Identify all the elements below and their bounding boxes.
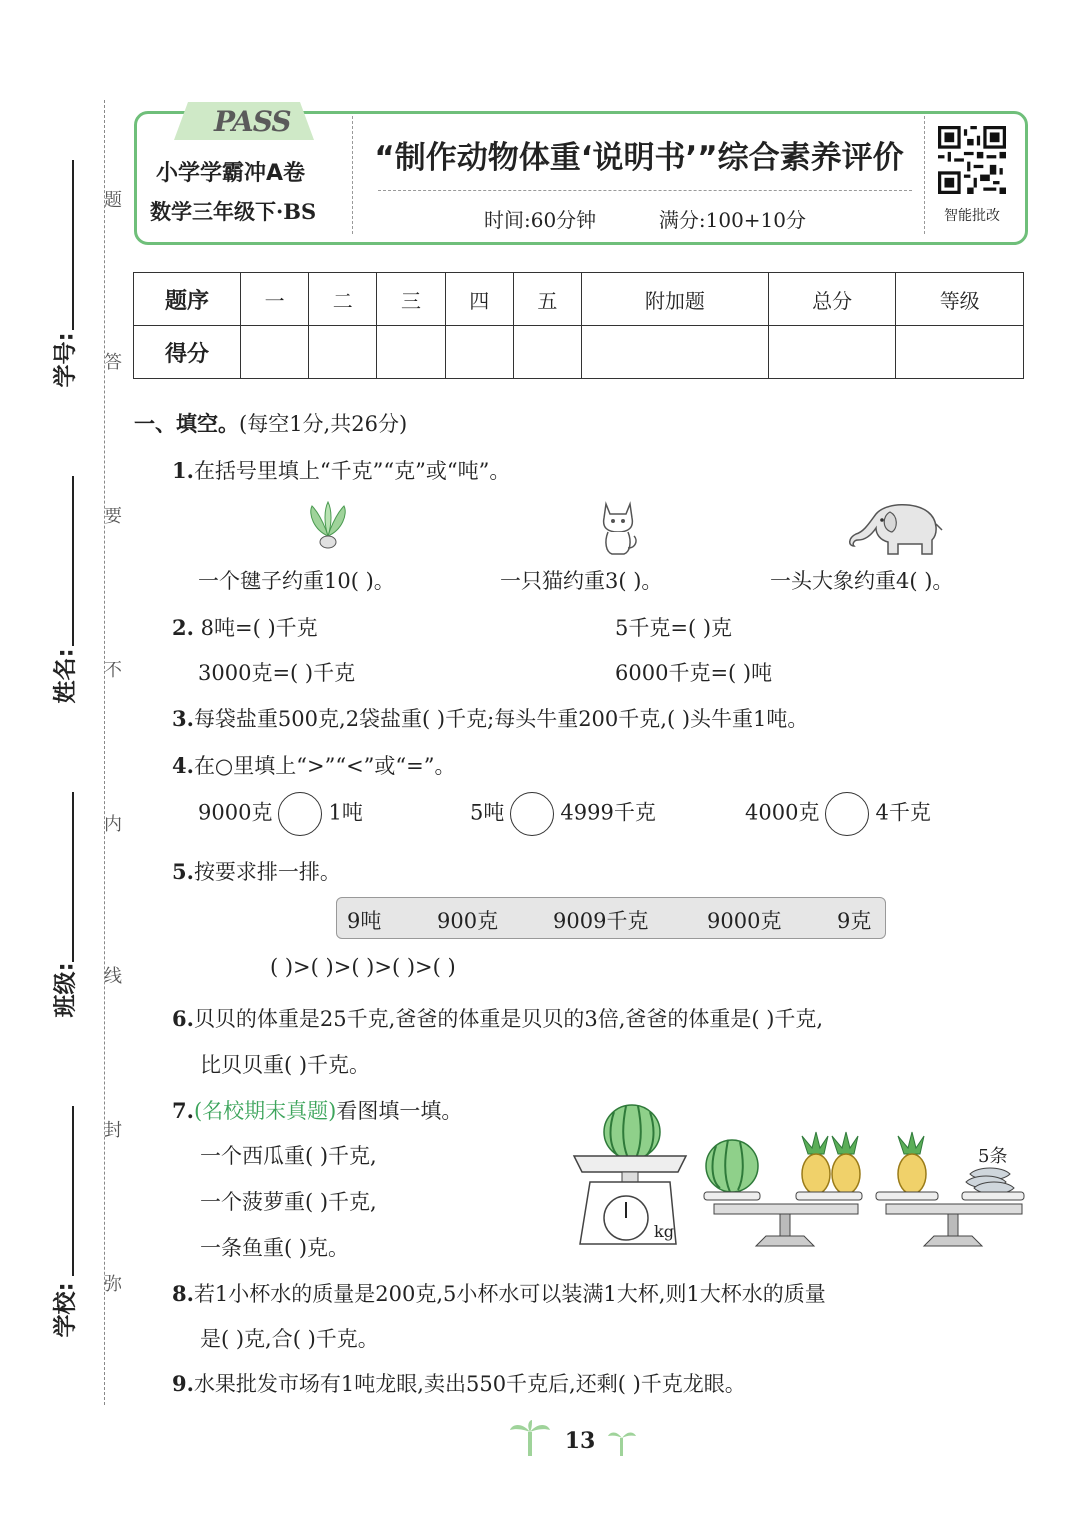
answer-blank[interactable]: 一只猫约重3( )。 [500, 569, 663, 593]
compare-right: 4999千克 [560, 800, 656, 825]
compare-left: 5吨 [470, 800, 505, 825]
table-header-cell: 一 [241, 273, 309, 326]
table-header-cell: 四 [445, 273, 513, 326]
question-number: 7. [172, 1098, 194, 1123]
pass-logo: PASS [214, 105, 291, 138]
question-text[interactable]: 是( )克,合( )千克。 [200, 1327, 379, 1351]
question-9 [172, 1368, 746, 1398]
sort-item: 9000克 [707, 909, 782, 933]
qr-code-icon[interactable] [938, 126, 1006, 194]
subject-name: 数学三年级下·BS [150, 199, 317, 224]
table-header-cell: 题序 [134, 273, 241, 326]
binding-dashed-line [104, 100, 105, 1405]
sort-item: 9克 [837, 909, 872, 933]
answer-blank[interactable]: 一个西瓜重( )千克, [200, 1144, 377, 1168]
binding-hint: 线 [101, 966, 122, 984]
school-label: 学校: [52, 1282, 79, 1338]
answer-blank[interactable]: 3000克=( )千克 [198, 661, 356, 685]
compare-item [745, 792, 931, 836]
header-divider [924, 116, 925, 234]
score-cell[interactable] [241, 326, 309, 379]
question-text[interactable]: 水果批发市场有1吨龙眼,卖出550千克后,还剩( )千克龙眼。 [193, 1372, 746, 1396]
sort-answer-blanks[interactable]: ( )>( )>( )>( )>( ) [270, 955, 456, 979]
answer-blank[interactable]: 一个菠萝重( )千克, [200, 1190, 377, 1214]
binding-hint: 答 [101, 352, 122, 370]
score-cell[interactable] [896, 326, 1024, 379]
answer-blank[interactable]: 一头大象约重4( )。 [770, 569, 954, 593]
page-number: 13 [564, 1428, 596, 1454]
question-7 [172, 1095, 462, 1125]
sort-items-box [336, 897, 886, 939]
question-text: 在括号里填上“千克”“克”或“吨”。 [193, 459, 511, 483]
question-number: 6. [172, 1006, 194, 1031]
question-6 [172, 1003, 823, 1033]
compare-item [470, 792, 656, 836]
header-divider [378, 190, 912, 191]
question-number: 5. [172, 859, 194, 884]
name-label: 姓名: [52, 648, 79, 704]
palm-tree-icon [608, 1428, 636, 1458]
sort-item: 9009千克 [553, 909, 649, 933]
question-8 [172, 1278, 826, 1308]
score-row-label: 得分 [134, 326, 241, 379]
compare-left: 9000克 [198, 800, 273, 825]
question-text: 在○里填上“>”“<”或“=”。 [193, 754, 456, 778]
student-id-label: 学号: [52, 332, 79, 388]
page-title: “制作动物体重‘说明书’”综合素养评价 [374, 140, 904, 176]
table-header-cell: 三 [377, 273, 445, 326]
binding-hint: 不 [101, 660, 122, 678]
compare-circle[interactable] [278, 792, 322, 836]
answer-blank[interactable]: 一个毽子约重10( )。 [198, 569, 395, 593]
qr-label: 智能批改 [944, 208, 1000, 224]
question-number: 4. [172, 753, 194, 778]
answer-blank[interactable]: 5千克=( )克 [615, 616, 733, 640]
cat-icon [594, 498, 642, 556]
score-cell[interactable] [768, 326, 896, 379]
table-header-cell: 二 [309, 273, 377, 326]
source-tag: (名校期末真题) [193, 1099, 337, 1123]
compare-right: 4千克 [875, 800, 931, 825]
question-1 [172, 455, 510, 485]
question-number: 8. [172, 1281, 194, 1306]
sort-item: 9吨 [347, 909, 382, 933]
name-line[interactable] [72, 476, 74, 646]
class-label: 班级: [52, 962, 79, 1018]
compare-circle[interactable] [825, 792, 869, 836]
table-row [134, 326, 1024, 379]
question-text[interactable]: 比贝贝重( )千克。 [200, 1053, 371, 1077]
balance-watermelon-pineapple-icon [700, 1130, 870, 1250]
answer-blank[interactable]: 8吨=( )千克 [200, 616, 318, 640]
score-cell[interactable] [582, 326, 769, 379]
section-note: (每空1分,共26分) [239, 412, 408, 436]
answer-blank[interactable]: 6000千克=( )吨 [615, 661, 773, 685]
compare-left: 4000克 [745, 800, 820, 825]
table-header-cell: 五 [513, 273, 581, 326]
question-text: 看图填一填。 [336, 1099, 463, 1123]
sort-item: 900克 [437, 909, 499, 933]
school-line[interactable] [72, 1106, 74, 1276]
question-number: 2. [172, 615, 194, 640]
question-5 [172, 856, 341, 886]
section-title: 一、填空。 [134, 412, 239, 436]
table-header-cell: 等级 [896, 273, 1024, 326]
score-cell[interactable] [377, 326, 445, 379]
exam-info [380, 204, 910, 233]
section-heading [134, 408, 407, 438]
binding-hint: 内 [101, 814, 122, 832]
question-3 [172, 703, 808, 733]
binding-hint: 要 [101, 506, 122, 524]
question-text: 若1小杯水的质量是200克,5小杯水可以装满1大杯,则1大杯水的质量 [193, 1282, 826, 1306]
time-limit: 时间:60分钟 [483, 208, 597, 232]
compare-circle[interactable] [510, 792, 554, 836]
shuttlecock-icon [304, 500, 352, 552]
header-divider [352, 116, 353, 234]
series-name: 小学学霸冲A卷 [156, 161, 306, 186]
table-row [134, 273, 1024, 326]
class-line[interactable] [72, 792, 74, 962]
full-score: 满分:100+10分 [658, 208, 807, 232]
question-text: 按要求排一排。 [193, 860, 341, 884]
score-table [133, 272, 1024, 379]
answer-blank[interactable]: 一条鱼重( )克。 [200, 1236, 350, 1260]
question-2 [172, 612, 318, 642]
fish-count-label: 5条 [978, 1146, 1008, 1167]
binding-hint: 题 [101, 190, 122, 208]
binding-hint: 封 [101, 1120, 122, 1138]
question-text[interactable]: 贝贝的体重是25千克,爸爸的体重是贝贝的3倍,爸爸的体重是( )千克, [193, 1007, 824, 1031]
score-cell[interactable] [445, 326, 513, 379]
compare-right: 1吨 [328, 800, 363, 825]
question-number: 1. [172, 458, 194, 483]
elephant-icon [846, 500, 946, 556]
table-header-cell: 附加题 [582, 273, 769, 326]
question-4 [172, 750, 455, 780]
question-number: 3. [172, 706, 194, 731]
question-text[interactable]: 每袋盐重500克,2袋盐重( )千克;每头牛重200千克,( )头牛重1吨。 [193, 707, 809, 731]
score-cell[interactable] [513, 326, 581, 379]
compare-item [198, 792, 363, 836]
question-number: 9. [172, 1371, 194, 1396]
student-id-line[interactable] [72, 160, 74, 330]
table-header-cell: 总分 [768, 273, 896, 326]
scale-unit-label: kg [654, 1222, 674, 1241]
score-cell[interactable] [309, 326, 377, 379]
binding-hint: 弥 [101, 1274, 122, 1292]
